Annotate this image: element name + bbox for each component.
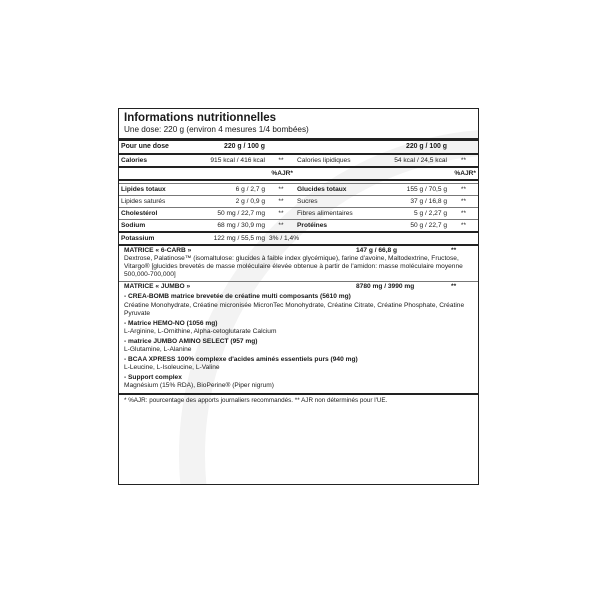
per-dose-label: Pour une dose bbox=[121, 143, 169, 150]
matrice-jumbo-title: MATRICE « JUMBO » bbox=[124, 283, 191, 291]
nutrient-label: Sucres bbox=[295, 196, 377, 208]
nutrient-label: Sodium bbox=[119, 220, 197, 233]
potassium-value: 122 mg / 55,5 mg bbox=[197, 232, 267, 244]
calories-ajr: ** bbox=[267, 154, 295, 167]
matrice-jumbo-value: 8780 mg / 3990 mg bbox=[356, 283, 415, 291]
ingredient-head: - Matrice HEMO-NO (1056 mg) bbox=[124, 319, 218, 327]
nutrient-label: Protéines bbox=[295, 220, 377, 233]
nutrient-ajr: ** bbox=[267, 196, 295, 208]
nutrient-value: 5 g / 2,27 g bbox=[377, 208, 449, 220]
matrice-jumbo-section bbox=[119, 282, 478, 392]
calories-value: 915 kcal / 416 kcal bbox=[197, 154, 267, 167]
matrice-carb-text: Dextrose, Palatinose™ (isomaltulose: glucides à faible index glycémique), farine d'avoine, Maltodextrine, Fructose, Vitargo® [glucides brevetés de masse moléculaire élevée obtenue à partir de l'amidon: masse moléculaire moyenne 500,000-700,000] bbox=[124, 255, 463, 279]
calories-label: Calories bbox=[119, 154, 197, 167]
matrice-carb-value: 147 g / 66,8 g bbox=[356, 247, 398, 254]
nutrient-ajr: ** bbox=[449, 220, 478, 233]
nutrient-value: 50 mg / 22,7 mg bbox=[197, 208, 267, 220]
table-header-row bbox=[119, 141, 478, 154]
ingredient-text: Créatine Monohydrate, Créatine micronisée MicronTec Monohydrate, Créatine Citrate, Créatine Phosphate, Créatine Pyruvate bbox=[124, 301, 465, 317]
potassium-label: Potassium bbox=[119, 232, 197, 244]
matrice-carb-title: MATRICE « 6-CARB » bbox=[124, 247, 192, 254]
nutrient-ajr: ** bbox=[449, 208, 478, 220]
fat-calories-ajr: ** bbox=[449, 154, 478, 167]
table-row-calories bbox=[119, 154, 478, 167]
fat-calories-value: 54 kcal / 24,5 kcal bbox=[377, 154, 449, 167]
list-item bbox=[124, 374, 473, 390]
nutrient-label: Fibres alimentaires bbox=[295, 208, 377, 220]
ingredient-head: - CREA-BOMB matrice brevetée de créatine multi composants (5610 mg) bbox=[124, 293, 351, 301]
potassium-ajr: 3% / 1,4% bbox=[267, 232, 377, 244]
nutrient-value: 155 g / 70,5 g bbox=[377, 184, 449, 196]
ajr-header-left: %AJR* bbox=[267, 167, 295, 180]
nutrient-table bbox=[119, 141, 478, 244]
footnote: * %AJR: pourcentage des apports journaliers recommandés. ** AJR non déterminés pour l'UE. bbox=[119, 393, 478, 407]
nutrient-value: 2 g / 0,9 g bbox=[197, 196, 267, 208]
ingredient-text: L-Leucine, L-Isoleucine, L-Valine bbox=[124, 364, 220, 372]
nutrient-value: 37 g / 16,8 g bbox=[377, 196, 449, 208]
per-dose-col-left: 220 g / 100 g bbox=[224, 143, 265, 150]
matrice-carb-section bbox=[119, 246, 478, 281]
matrice-carb-ajr: ** bbox=[451, 247, 457, 254]
nutrient-value: 50 g / 22,7 g bbox=[377, 220, 449, 233]
table-row bbox=[119, 208, 478, 220]
ajr-header-row bbox=[119, 167, 478, 180]
ingredient-text: Magnésium (15% RDA), BioPerine® (Piper nigrum) bbox=[124, 382, 274, 390]
nutrition-label bbox=[118, 108, 479, 485]
ajr-header-right: %AJR* bbox=[449, 167, 478, 180]
nutrient-ajr: ** bbox=[267, 184, 295, 196]
matrice-jumbo-ajr: ** bbox=[451, 283, 457, 291]
list-item bbox=[124, 293, 473, 317]
ingredient-text: L-Arginine, L-Ornithine, Alpha-cetoglutarate Calcium bbox=[124, 327, 277, 335]
nutrient-ajr: ** bbox=[449, 184, 478, 196]
nutrient-value: 68 mg / 30,9 mg bbox=[197, 220, 267, 233]
list-item bbox=[124, 356, 473, 372]
nutrient-label: Glucides totaux bbox=[295, 184, 377, 196]
nutrient-value: 6 g / 2,7 g bbox=[197, 184, 267, 196]
ingredient-head: - matrice JUMBO AMINO SELECT (957 mg) bbox=[124, 337, 258, 345]
table-row bbox=[119, 184, 478, 196]
list-item bbox=[124, 338, 473, 354]
nutrient-label: Lipides saturés bbox=[119, 196, 197, 208]
per-dose-col-right: 220 g / 100 g bbox=[406, 143, 447, 150]
ingredient-text: L-Glutamine, L-Alanine bbox=[124, 346, 192, 354]
ingredient-head: - Support complex bbox=[124, 374, 182, 382]
serving-size: Une dose: 220 g (environ 4 mesures 1/4 bombées) bbox=[119, 125, 478, 141]
nutrient-label: Lipides totaux bbox=[119, 184, 197, 196]
table-row bbox=[119, 196, 478, 208]
list-item bbox=[124, 320, 473, 336]
nutrient-label: Cholestérol bbox=[119, 208, 197, 220]
table-row-potassium bbox=[119, 232, 478, 244]
fat-calories-label: Calories lipidiques bbox=[295, 154, 377, 167]
table-row bbox=[119, 220, 478, 233]
nutrient-ajr: ** bbox=[267, 208, 295, 220]
nutrient-ajr: ** bbox=[449, 196, 478, 208]
label-title: Informations nutritionnelles bbox=[124, 112, 277, 124]
nutrient-ajr: ** bbox=[267, 220, 295, 233]
ingredient-head: - BCAA XPRESS 100% complexe d'acides aminés essentiels purs (940 mg) bbox=[124, 356, 358, 364]
